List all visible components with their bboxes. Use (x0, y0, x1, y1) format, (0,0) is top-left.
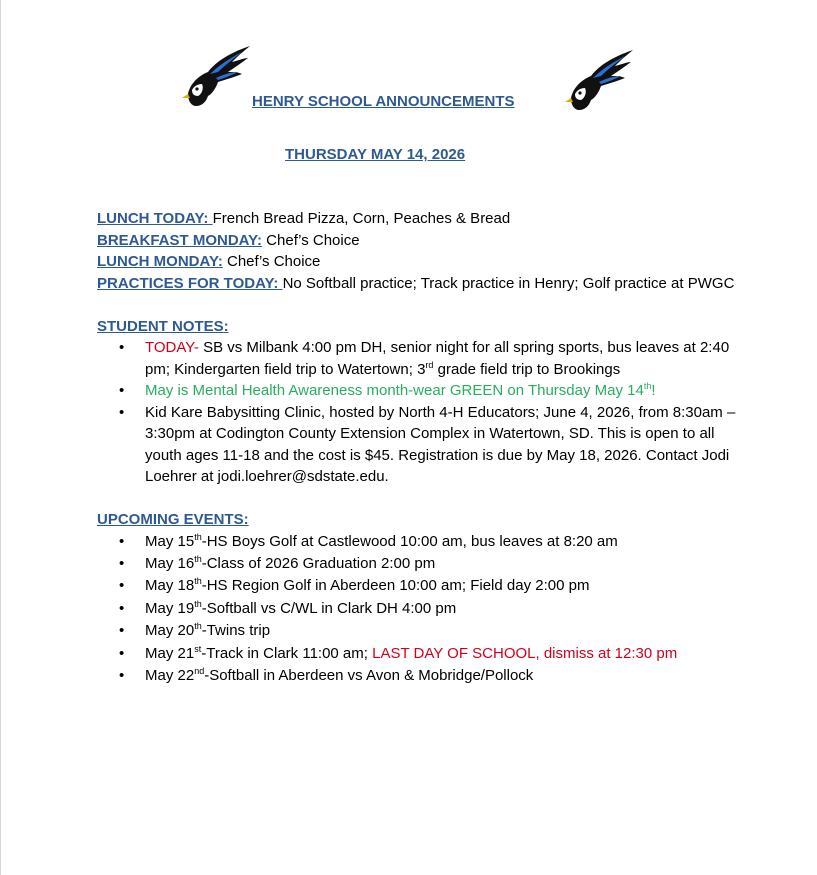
ordinal-suffix: th (194, 598, 202, 609)
event-text: -Twins trip (201, 622, 271, 640)
list-item (97, 598, 737, 620)
list-item (97, 643, 737, 665)
ordinal-suffix: th (194, 576, 202, 587)
lunch-monday-line (97, 251, 737, 273)
eagle-icon (180, 44, 252, 110)
ordinal-suffix: rd (425, 359, 434, 370)
event-date: May 16 (145, 554, 195, 572)
event-text: -HS Region Golf in Aberdeen 10:00 am; Field day 2:00 pm (201, 577, 590, 595)
note-text: ! (651, 382, 656, 399)
event-text: -Softball vs C/WL in Clark DH 4:00 pm (201, 599, 457, 617)
ordinal-suffix: th (194, 553, 202, 564)
page-title: HENRY SCHOOL ANNOUNCEMENTS (252, 93, 515, 110)
page-edge (0, 0, 1, 875)
event-date: May 15 (145, 532, 195, 550)
announcement-body (97, 208, 737, 687)
practices-label: PRACTICES FOR TODAY: (97, 274, 283, 292)
lunch-monday-label: LUNCH MONDAY: (97, 253, 223, 270)
upcoming-events-heading: UPCOMING EVENTS: (97, 511, 249, 528)
list-item (97, 531, 737, 553)
lunch-today-value: French Bread Pizza, Corn, Peaches & Bread (212, 210, 511, 227)
ordinal-suffix: th (643, 381, 652, 391)
lunch-today-label: LUNCH TODAY: (97, 210, 213, 227)
breakfast-monday-label: BREAKFAST MONDAY: (97, 231, 263, 249)
event-date: May 20 (145, 622, 195, 640)
ordinal-suffix: st (194, 643, 202, 654)
list-item (97, 575, 737, 597)
breakfast-monday-line (97, 230, 737, 252)
lunch-monday-value: Chef’s Choice (222, 253, 321, 270)
list-item (97, 337, 737, 380)
event-date: May 18 (145, 577, 195, 595)
note-text: SB vs Milbank 4:00 pm DH, senior night for all spring sports, bus leaves at 2:40 pm; Kindergarten field trip to Watertown; 3 (145, 339, 730, 378)
today-label: TODAY- (145, 339, 199, 356)
ordinal-suffix: nd (194, 665, 205, 676)
event-date: May 19 (145, 599, 195, 617)
ordinal-suffix: th (194, 621, 202, 632)
student-notes-heading: STUDENT NOTES: (97, 317, 229, 335)
list-item (97, 665, 737, 687)
list-item (97, 380, 737, 402)
lunch-today-line (97, 208, 737, 230)
practices-value: No Softball practice; Track practice in Henry; Golf practice at PWGC (282, 274, 735, 292)
note-text: May is Mental Health Awareness month-wear GREEN on Thursday May 14 (145, 382, 644, 399)
list-item (97, 553, 737, 575)
event-text: -HS Boys Golf at Castlewood 10:00 am, bus leaves at 8:20 am (201, 532, 618, 550)
event-date: May 21 (145, 644, 195, 662)
breakfast-monday-value: Chef’s Choice (262, 231, 360, 249)
last-day-alert: LAST DAY OF SCHOOL, dismiss at 12:30 pm (372, 644, 678, 662)
ordinal-suffix: th (194, 531, 202, 542)
student-notes-list (97, 337, 737, 488)
list-item (97, 402, 737, 488)
note-text: Kid Kare Babysitting Clinic, hosted by North 4-H Educators; June 4, 2026, from 8:30am – 3:30pm at Codington County Extension Complex in Watertown, SD. This is open to all youth ages 11-18 and the cost is $45. Registration is due by May 18, 2026. Contact Jodi Loehrer at jodi.loehrer@sdstate.edu. (145, 403, 736, 485)
event-text: -Track in Clark 11:00 am; (201, 644, 373, 662)
list-item (97, 620, 737, 642)
announcement-date: THURSDAY MAY 14, 2026 (285, 146, 466, 163)
event-date: May 22 (145, 666, 195, 684)
upcoming-events-list (97, 531, 737, 688)
eagle-icon (563, 48, 635, 114)
practices-line (97, 273, 737, 295)
event-text: -Softball in Aberdeen vs Avon & Mobridge/Pollock (204, 666, 534, 684)
note-text: grade field trip to Brookings (433, 360, 621, 378)
event-text: -Class of 2026 Graduation 2:00 pm (201, 554, 436, 572)
